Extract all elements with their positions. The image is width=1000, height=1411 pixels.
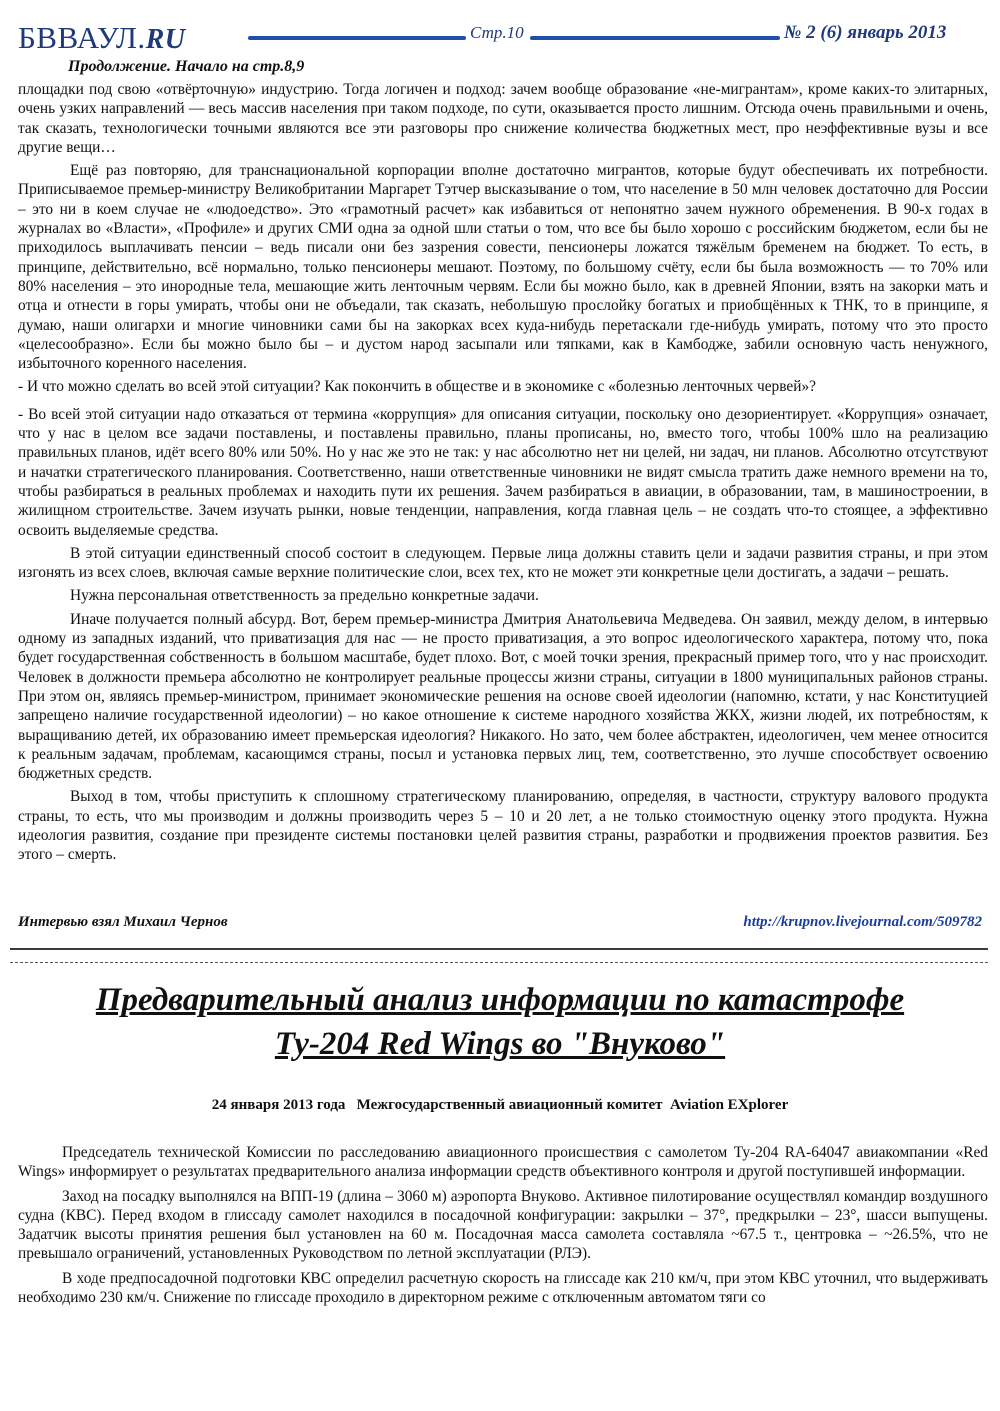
paragraph: Выход в том, чтобы приступить к сплошному стратегическому планированию, определяя, в частности, структуру валового продукта страны, то есть, что мы производим и должны производить через 5 – 10 и 20 лет, а не только стоимостную оценку этого продукта. Нужна идеология развития, создание при президенте системы постановки целей развития страны, разработки и продвижения проектов развития. Без этого – смерть. — [18, 788, 988, 864]
paragraph: Нужна персональная ответственность за предельно конкретные задачи. — [70, 587, 539, 605]
masthead — [18, 20, 988, 60]
section-divider — [10, 948, 988, 950]
section-divider-dashed — [10, 962, 988, 963]
headline-line-2: Ту-204 Red Wings во "Внуково" — [274, 1026, 726, 1062]
paragraph: Иначе получается полный абсурд. Вот, берем премьер-министра Дмитрия Анатольевича Медведева. Он заявил, между делом, в интервью одному из западных изданий, что приватизация для нас — не просто приватизация, а это вопрос идеологического характера, потому что, пока будет государственная собственность в большом масштабе, будет плохо. Вот, с моей точки зрения, прекрасный пример того, что у нас происходит. Человек в должности премьера абсолютно не контролирует реальные процессы жизни страны, ситуации в 1800 муниципальных районов страны. При этом он, являясь премьер-министром, принимает экономические решения на основе своей идеологии (напомню, кстати, у нас Конституцией запрещено наличие государственной идеологии) – но какое отношение к системе народного хозяйства ЖКХ, жизни людей, их потребностям, к выращиванию детей, их образованию имеет премьерская идеология? Никакого. Но зато, чем более абстрактен, идеологичен, чем менее относится к реальным задачам, проблемам, касающимся страны, посыл и установка первых лиц, тем, соответственно, это лучше способствует освоению бюджетных средств. — [18, 610, 988, 783]
signature-row — [18, 914, 982, 934]
crash-report-article — [18, 1143, 988, 1312]
logo-main: БВВАУЛ. — [18, 20, 146, 55]
page-number: Стр.10 — [470, 23, 524, 42]
issue-label: № 2 (6) январь 2013 — [784, 22, 947, 43]
question-paragraph: - И что можно сделать во всей этой ситуации? Как покончить в обществе и в экономике с «болезнью ленточных червей»? — [18, 378, 817, 396]
header-rule-left — [248, 36, 466, 40]
publication-logo — [18, 20, 186, 56]
headline-line-1: Предварительный анализ информации по катастрофе — [95, 982, 905, 1018]
paragraph: Заход на посадку выполнялся на ВПП-19 (длина – 3060 м) аэропорта Внуково. Активное пилотирование осуществлял командир воздушного судна (КВС). Перед входом в глиссаду самолет находился в посадочной конфигурации: закрылки – 37°, предкрылки – 23°, шасси выпущены. Задатчик высоты принятия решения был установлен на 60 м. Посадочная масса самолета составляла ~67.5 т., центровка – ~26.5%, что не превышало ограничений, установленных Руководством по летной эксплуатации (РЛЭ). — [18, 1187, 988, 1263]
paragraph: Председатель технической Комиссии по расследованию авиационного происшествия с самолетом Ту-204 RA-64047 авиакомпании «Red Wings» информирует о результатах предварительного анализа информации средств объективного контроля и другой поступившей информации. — [18, 1144, 988, 1181]
paragraph: площадки под свою «отвёрточную» индустрию. Тогда логичен и подход: зачем вообще образование «не-мигрантам», кроме каких-то элитарных, очень узких направлений — весь массив населения при таком подходе, по сути, оказывается просто лишним. Отсюда очень правильными и очень, так сказать, технологически точными являются все эти разговоры про снижение количества бюджетных мест, про неэффективные вузы и все другие вещи… — [18, 81, 988, 156]
source-link[interactable]: http://krupnov.livejournal.com/509782 — [743, 914, 982, 930]
continuation-note: Продолжение. Начало на стр.8,9 — [68, 58, 305, 75]
answer-paragraph: - Во всей этой ситуации надо отказаться от термина «коррупция» для описания ситуации, поскольку оно дезориентирует. «Коррупция» означает, что у нас в целом все задачи поставлены, и поставлены правильно, планы прописаны, но, вместо того, чтобы 100% шло на реализацию правильных планов, идёт всего 80% или 50%. Но у нас же это не так: у нас абсолютно нет ни целей, ни задач, ни планов. Абсолютно отсутствуют и начатки стратегического планирования. Соответственно, наши ответственные чиновники не видят смысла тратить даже немного времени на то, чтобы разбираться в реальных проблемах и находить пути их решения. Зачем разбираться в авиации, в образовании, там, в машиностроении, в жилищном строительстве. Зачем изучать рынки, новые тенденции, направления, когда главная цель – не создать что-то стоящее, а эффективно освоить выделяемые средства. — [18, 405, 988, 539]
paragraph: В этой ситуации единственный способ состоит в следующем. Первые лица должны ставить цели и задачи развития страны, и при этом изгонять из всех слоев, включая самые верхние политические слои, всех тех, кто не может эти конкретные цели достигать, а задачи – решать. — [18, 544, 988, 582]
logo-suffix: RU — [145, 24, 186, 55]
interviewer-credit: Интервью взял Михаил Чернов — [18, 914, 228, 930]
paragraph: Ещё раз повторяю, для транснациональной корпорации вполне достаточно мигрантов, которые будут обеспечивать их потребности. Приписываемое премьер-министру Великобритании Маргарет Тэтчер высказывание о том, что население в 50 млн человек достаточно для России – это ни в коем случае не «людоедство». Это «грамотный расчет» как избавиться от непонятно зачем нужного обременения. В 90-х годах в журналах во «Власти», «Профиле» и других СМИ одна за одной шли статьи о том, что все бы было хорошо с российским бюджетом, если бы не приходилось выплачивать пенсии – ведь писали они без зазрения совести, пенсионеры ложатся тяжёлым бременем на бюджет. То есть, в принципе, действительно, всё нормально, только пенсионеры мешают. Поэтому, по большому счёту, если бы была возможность — то 70% или 80% населения – это инородные тела, мешающие жить ленточным червям. Если бы можно было, как в древней Японии, взять на закорки мать и отца и отнести в горы умирать, чтобы они не объедали, так сказать, небольшую прослойку богатых и приобщённых к ТНК, то в принципе, я думаю, наши олигархи и многие чиновники сами бы на закорках всех куда-нибудь перетаскали где-нибудь умирать, потому что это просто «целесообразно». Если бы можно было бы – и дустом народ засыпали или тяпками, как в Камбодже, забили основную часть ненужного, избыточного коренного населения. — [18, 162, 988, 373]
interview-article — [18, 80, 988, 869]
header-rule-right — [530, 36, 780, 40]
paragraph: В ходе предпосадочной подготовки КВС определил расчетную скорость на глиссаде как 210 км/ч, при этом КВС уточнил, что выдерживать необходимо 230 км/ч. Снижение по глиссаде проходило в директорном режиме с отключенным автоматом тяги со — [18, 1269, 988, 1307]
article-headline — [10, 978, 990, 1066]
article-dateline: 24 января 2013 года Межгосударственный авиационный комитет Aviation EXplorer — [211, 1097, 789, 1113]
